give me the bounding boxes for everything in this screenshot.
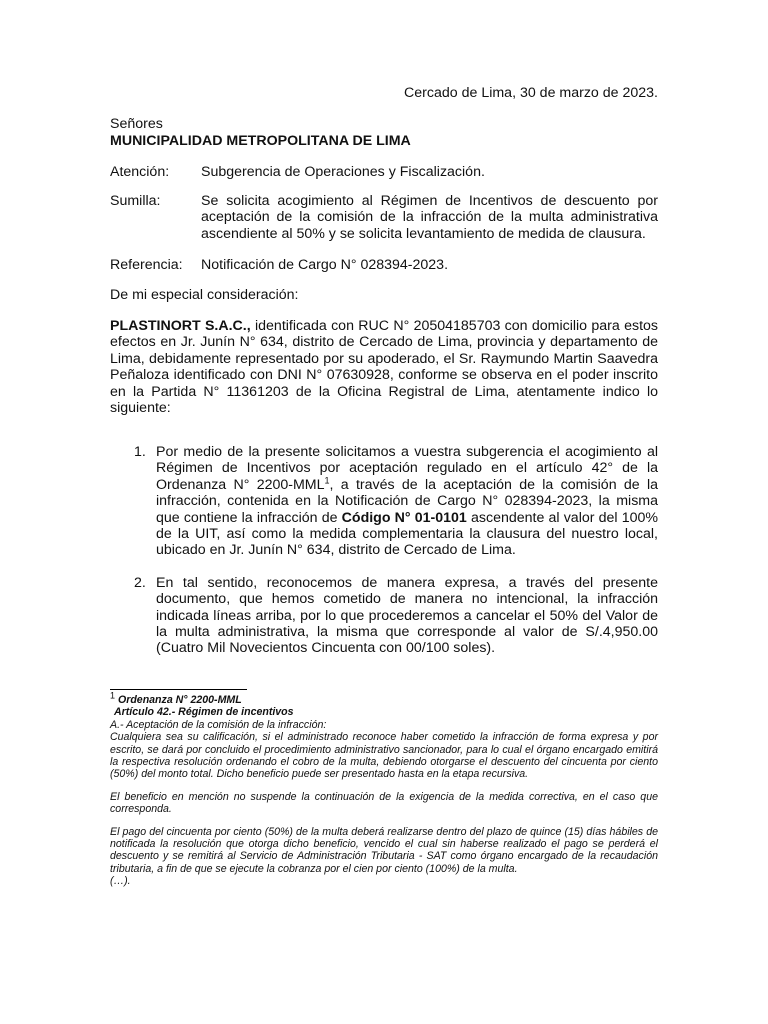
referencia-row <box>110 257 658 273</box>
sumilla-row <box>110 193 658 242</box>
footnote-divider <box>110 689 247 690</box>
company-name: PLASTINORT S.A.C., <box>110 318 251 334</box>
atencion-row <box>110 164 658 180</box>
footnote <box>110 690 658 888</box>
footnote-p1-head: A.- Aceptación de la comisión de la infracción: <box>110 718 327 731</box>
intro-paragraph <box>110 318 658 416</box>
salutation: Señores <box>110 116 163 132</box>
footnote-p3: El pago del cincuenta por ciento (50%) de la multa deberá realizarse dentro del plazo de quince (15) días hábiles de notificada la resolución que otorga dicho beneficio, vencido el cual sin haberse realizado el pago se perderá el descuento y se remitirá al Servicio de Administración Tributaria - SAT como órgano encargado de la recaudación tributaria, a fin de que se ejecute la cobranza por el cien por ciento (100%) de la multa. <box>110 825 658 875</box>
infraction-code: Código N° 01-0101 <box>341 509 467 526</box>
intro-text: identificada con RUC N° 20504185703 con domicilio para estos efectos en Jr. Junín N° 634, distrito de Cercado de Lima, provincia y departamento de Lima, debidamente representado por su apoderado, el Sr. Raymundo Martin Saavedra Peñaloza identificado con DNI N° 07630928, conforme se observa en el poder inscrito en la Partida N° 11361203 de la Oficina Registral de Lima, atentamente indico lo siguiente: <box>110 318 658 417</box>
footnote-title: Ordenanza N° 2200-MML <box>117 694 242 706</box>
list-item-text: En tal sentido, reconocemos de manera expresa, a través del presente documento, que hemos cometido de manera no intencional, la infracción indicada líneas arriba, por lo que procederemos a cancelar el 50% del Valor de la multa administrativa, la misma que corresponde al valor de S/.4,950.00 (Cuatro Mil Novecientos Cincuenta con 00/100 soles). <box>156 574 658 657</box>
footnote-ref: 1 <box>324 475 330 486</box>
item1-part-c: ascendente al valor del 100% de la UIT, así como la medida complementaria la clausura del nuestro local, ubicado en Jr. Junín N° 634, distrito de Cercado de Lima. <box>156 509 658 559</box>
recipient-name: MUNICIPALIDAD METROPOLITANA DE LIMA <box>110 133 411 149</box>
list-item-text <box>156 444 658 559</box>
footnote-p1: Cualquiera sea su calificación, si el administrado reconoce haber cometido la infracción de forma expresa y por escrito, se dará por concluido el procedimiento administrativo sancionador, para lo cual el órgano encargado emitirá la respectiva resolución ordenando el cobro de la multa, debiendo otorgarse el descuento del cincuenta por ciento (50%) del monto total. Dicho beneficio puede ser presentado hasta en la etapa recursiva. <box>110 731 658 781</box>
referencia-label: Referencia: <box>110 257 183 273</box>
footnote-subtitle: Artículo 42.- Régimen de incentivos <box>114 706 294 719</box>
numbered-list <box>110 444 658 673</box>
atencion-label: Atención: <box>110 164 170 180</box>
list-item <box>110 444 658 559</box>
referencia-value: Notificación de Cargo N° 028394-2023. <box>201 257 449 273</box>
item1-part-b: , a través de la aceptación de la comisión de la infracción, contenida en la Notificación de Cargo N° 028394-2023, la misma que contiene la infracción de <box>156 476 658 526</box>
footnote-p2: El beneficio en mención no suspende la continuación de la exigencia de la medida correctiva, en el caso que corresponda. <box>110 790 658 816</box>
footnote-mark: 1 <box>110 690 116 701</box>
list-item-number: 1. <box>134 444 146 460</box>
list-item <box>110 575 658 657</box>
sumilla-label: Sumilla: <box>110 193 161 209</box>
footnote-ellipsis: (…). <box>110 875 131 888</box>
list-item-number: 2. <box>134 574 146 591</box>
date-line: Cercado de Lima, 30 de marzo de 2023. <box>404 85 658 101</box>
item1-part-a: Por medio de la presente solicitamos a vuestra subgerencia el acogimiento al Régimen de Incentivos por aceptación regulado en el artículo 42° de la Ordenanza N° 2200-MML <box>156 444 658 493</box>
atencion-value: Subgerencia de Operaciones y Fiscalización. <box>201 164 485 180</box>
sumilla-value: Se solicita acogimiento al Régimen de Incentivos de descuento por aceptación de la comisión de la infracción de la multa administrativa ascendiente al 50% y se solicita levantamiento de medida de clausura. <box>201 193 658 242</box>
greeting: De mi especial consideración: <box>110 287 299 303</box>
